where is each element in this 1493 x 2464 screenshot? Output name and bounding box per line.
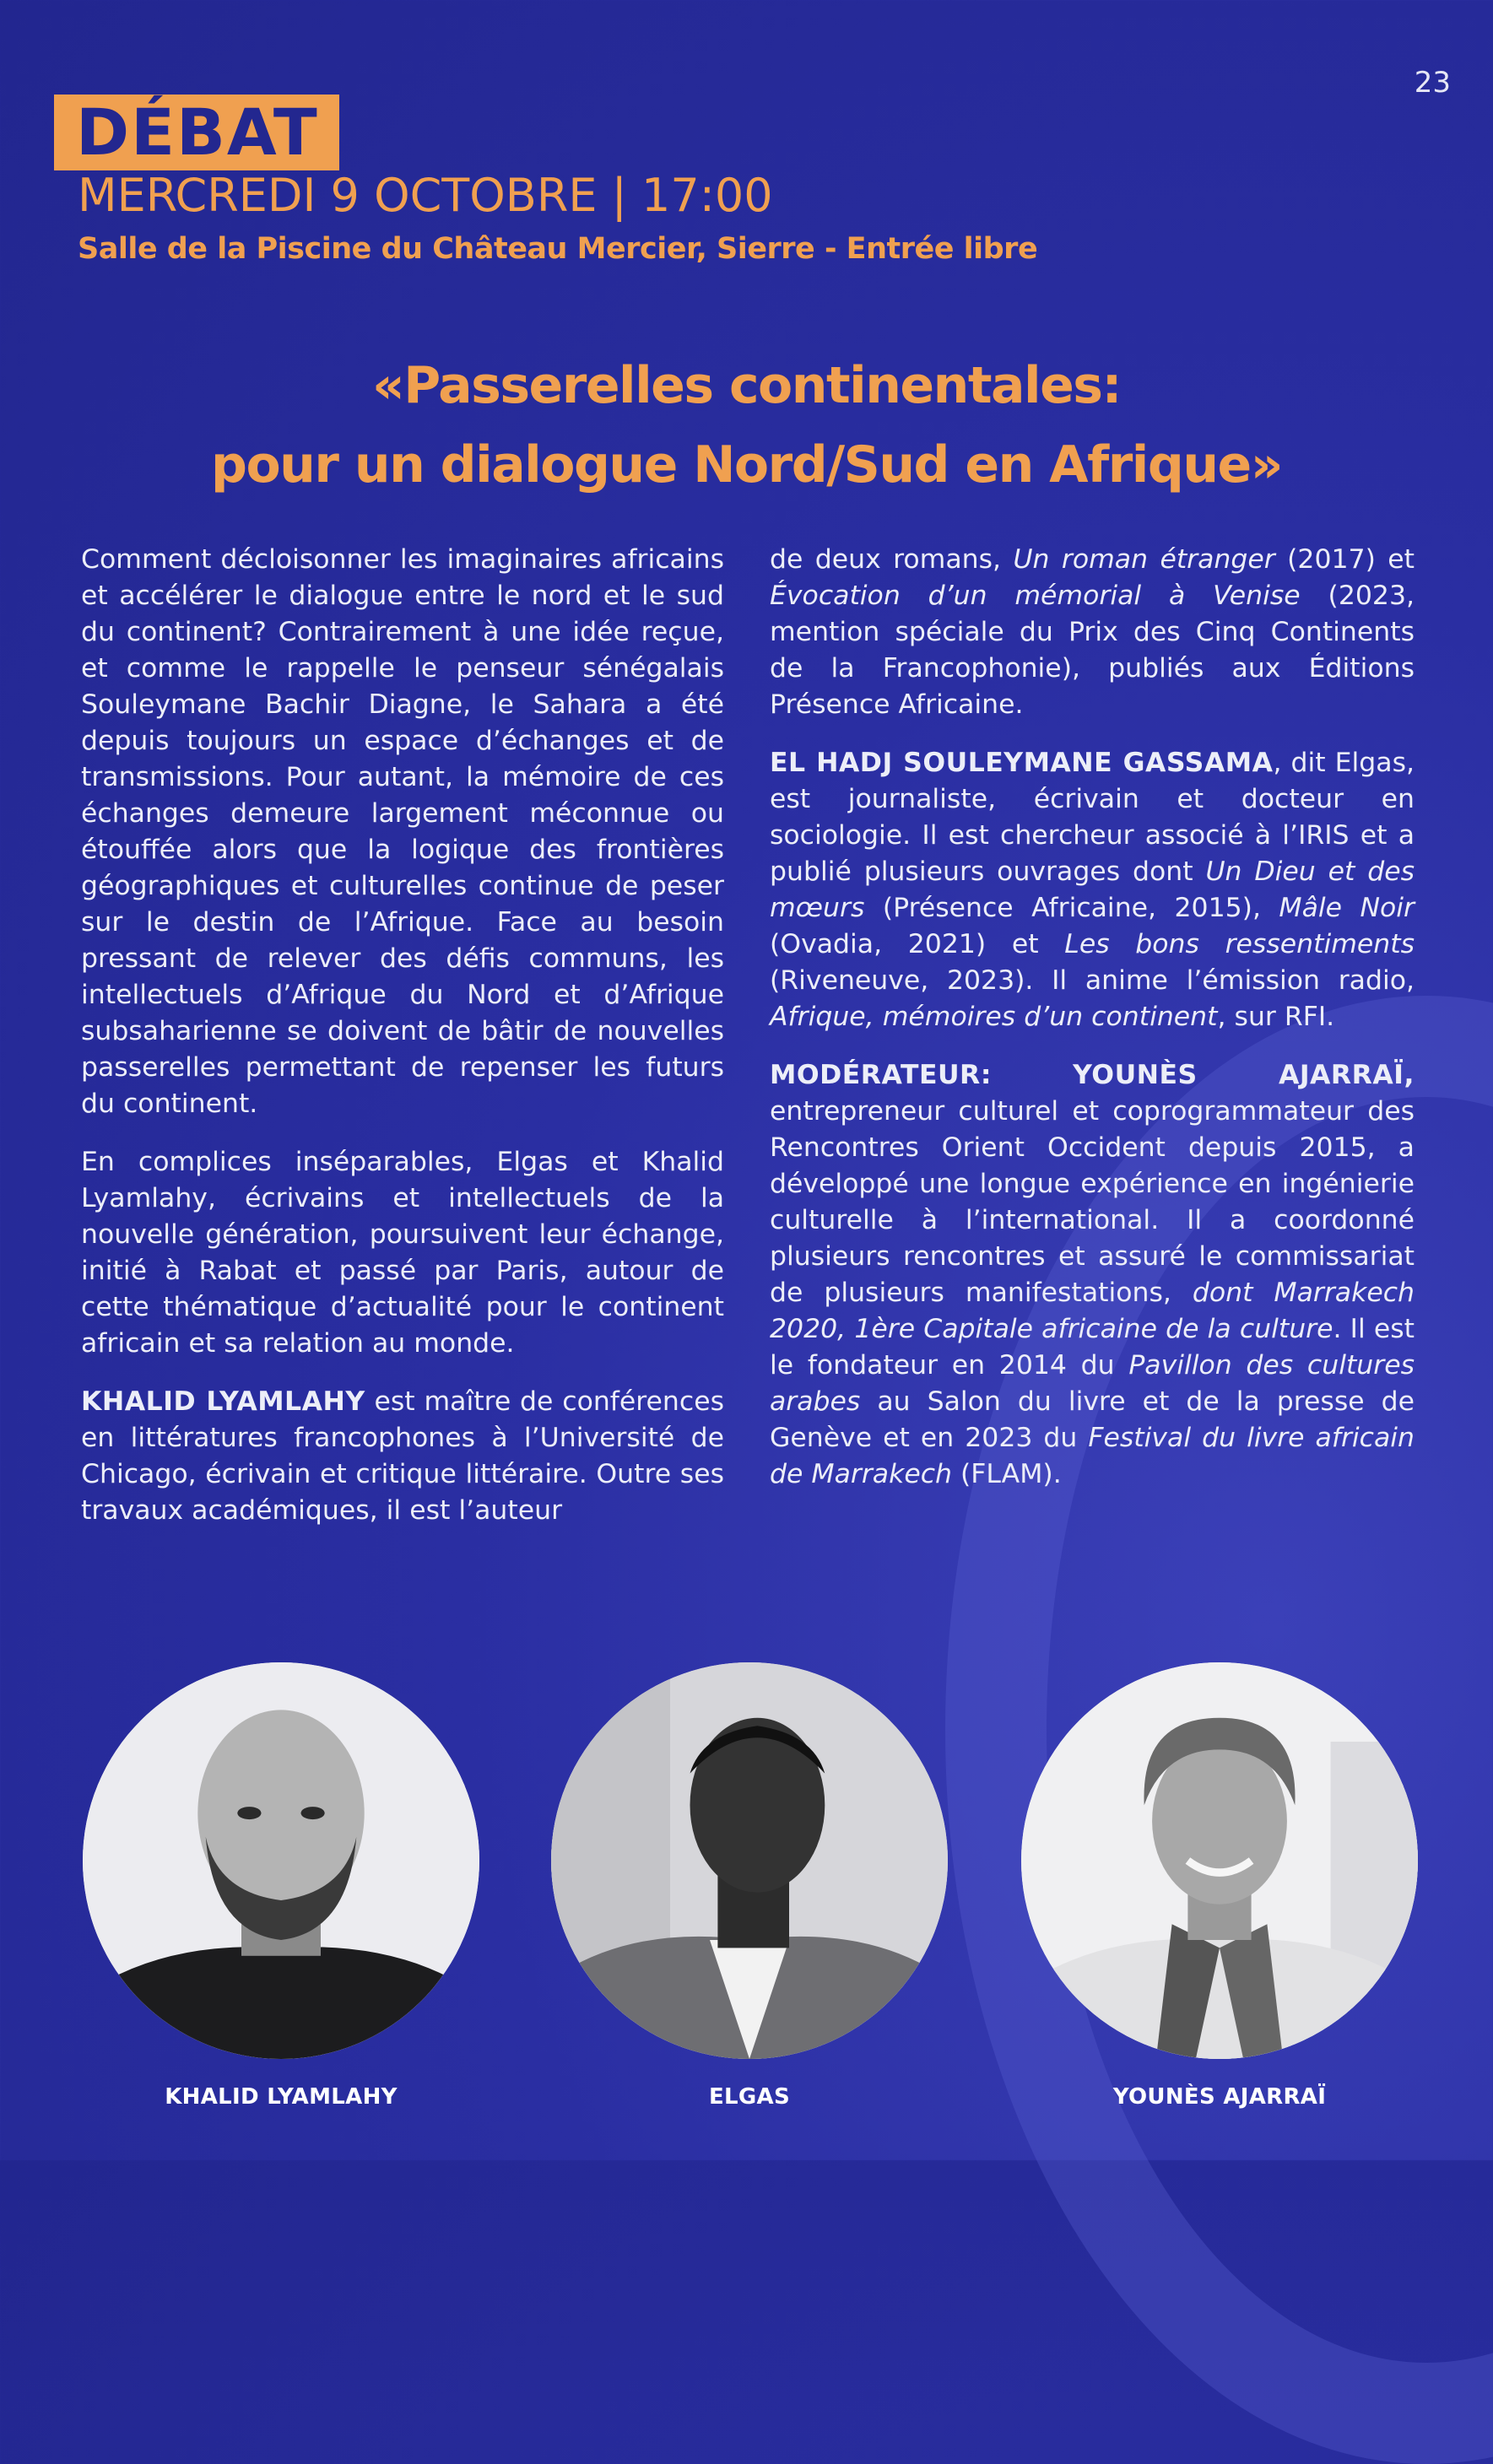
left-column — [81, 542, 724, 1551]
bio-ajarrai: MODÉRATEUR: YOUNÈS AJARRAÏ, entrepreneur culturel et coprogrammateur des Rencontres Orient Occident depuis 2015, a développé une longue expérience en ingénierie culturelle à l’international. Il a coordonné plusieurs rencontres et assuré le commissariat de plusieurs manifestations, dont Marrakech 2020, 1ère Capitale africaine de la culture. Il est le fondateur en 2014 du Pavillon des cultures arabes au Salon du livre et de la presse de Genève et en 2023 du Festival du livre africain de Marrakech (FLAM). — [770, 1060, 1415, 1489]
bio-lyamlahy-end: de deux romans, Un roman étranger (2017) et Évocation d’un mémorial à Venise (2023, mention spéciale du Prix des Cinq Continents de la Francophonie), publiés aux Éditions Présence Africaine. — [770, 544, 1415, 720]
page-number: 23 — [1414, 66, 1451, 100]
title-line-1: «Passerelles continentales: — [372, 356, 1121, 415]
title-line-2: pour un dialogue Nord/Sud en Afrique» — [211, 435, 1282, 494]
portrait-photo-lyamlahy — [83, 1662, 479, 2059]
bio-name: KHALID LYAMLAHY — [81, 1386, 365, 1417]
bio-name: EL HADJ SOULEYMANE GASSAMA — [770, 748, 1274, 778]
photo-caption-ajarrai: YOUNÈS AJARRAÏ — [1112, 2084, 1327, 2110]
bio-name: MODÉRATEUR: YOUNÈS AJARRAÏ, — [770, 1060, 1415, 1090]
event-date: MERCREDI 9 OCTOBRE | 17:00 — [78, 169, 773, 222]
guests-paragraph: En complices inséparables, Elgas et Khalid Lyamlahy, écrivains et intellectuels de la nouvelle génération, poursuivent leur échange, initié à Rabat et passé par Paris, autour de cette thématique d’actualité pour le continent africain et sa relation au monde. — [81, 1147, 724, 1359]
photo-caption-lyamlahy: KHALID LYAMLAHY — [165, 2084, 398, 2110]
intro-paragraph: Comment décloisonner les imaginaires africains et accélérer le dialogue entre le nord et le sud du continent? Contrairement à une idée reçue, et comme le rappelle le penseur sénégalais Souleymane Bachir Diagne, le Sahara a été depuis toujours un espace d’échanges et de transmissions. Pour autant, la mémoire de ces échanges demeure largement méconnue ou étouffée alors que la logique des frontières géographiques et culturelles continue de peser sur le destin de l’Afrique. Face au besoin pressant de relever des défis communs, les intellectuels d’Afrique du Nord et d’Afrique subsaharienne se doivent de bâtir de nouvelles passerelles permettant de repenser les futurs du continent. — [81, 544, 724, 1119]
category-tag: DÉBAT — [54, 95, 339, 170]
portrait-photo-ajarrai — [1021, 1662, 1418, 2059]
portrait-photo-elgas — [551, 1662, 948, 2059]
right-column — [770, 542, 1415, 1515]
photo-caption-elgas: ELGAS — [708, 2084, 791, 2110]
bio-elgas: EL HADJ SOULEYMANE GASSAMA, dit Elgas, est journaliste, écrivain et docteur en sociologie. Il est chercheur associé à l’IRIS et a publié plusieurs ouvrages dont Un Dieu et des mœurs (Présence Africaine, 2015), Mâle Noir (Ovadia, 2021) et Les bons ressentiments (Riveneuve, 2023). Il anime l’émission radio, Afrique, mémoires d’un continent, sur RFI. — [770, 748, 1415, 1032]
bio-lyamlahy-start: KHALID LYAMLAHY est maître de conférences en littératures francophones à l’Université de Chicago, écrivain et critique littéraire. Outre ses travaux académiques, il est l’auteur — [81, 1386, 724, 1526]
event-venue: Salle de la Piscine du Château Mercier, Sierre - Entrée libre — [78, 232, 1038, 266]
event-title — [0, 346, 1493, 505]
